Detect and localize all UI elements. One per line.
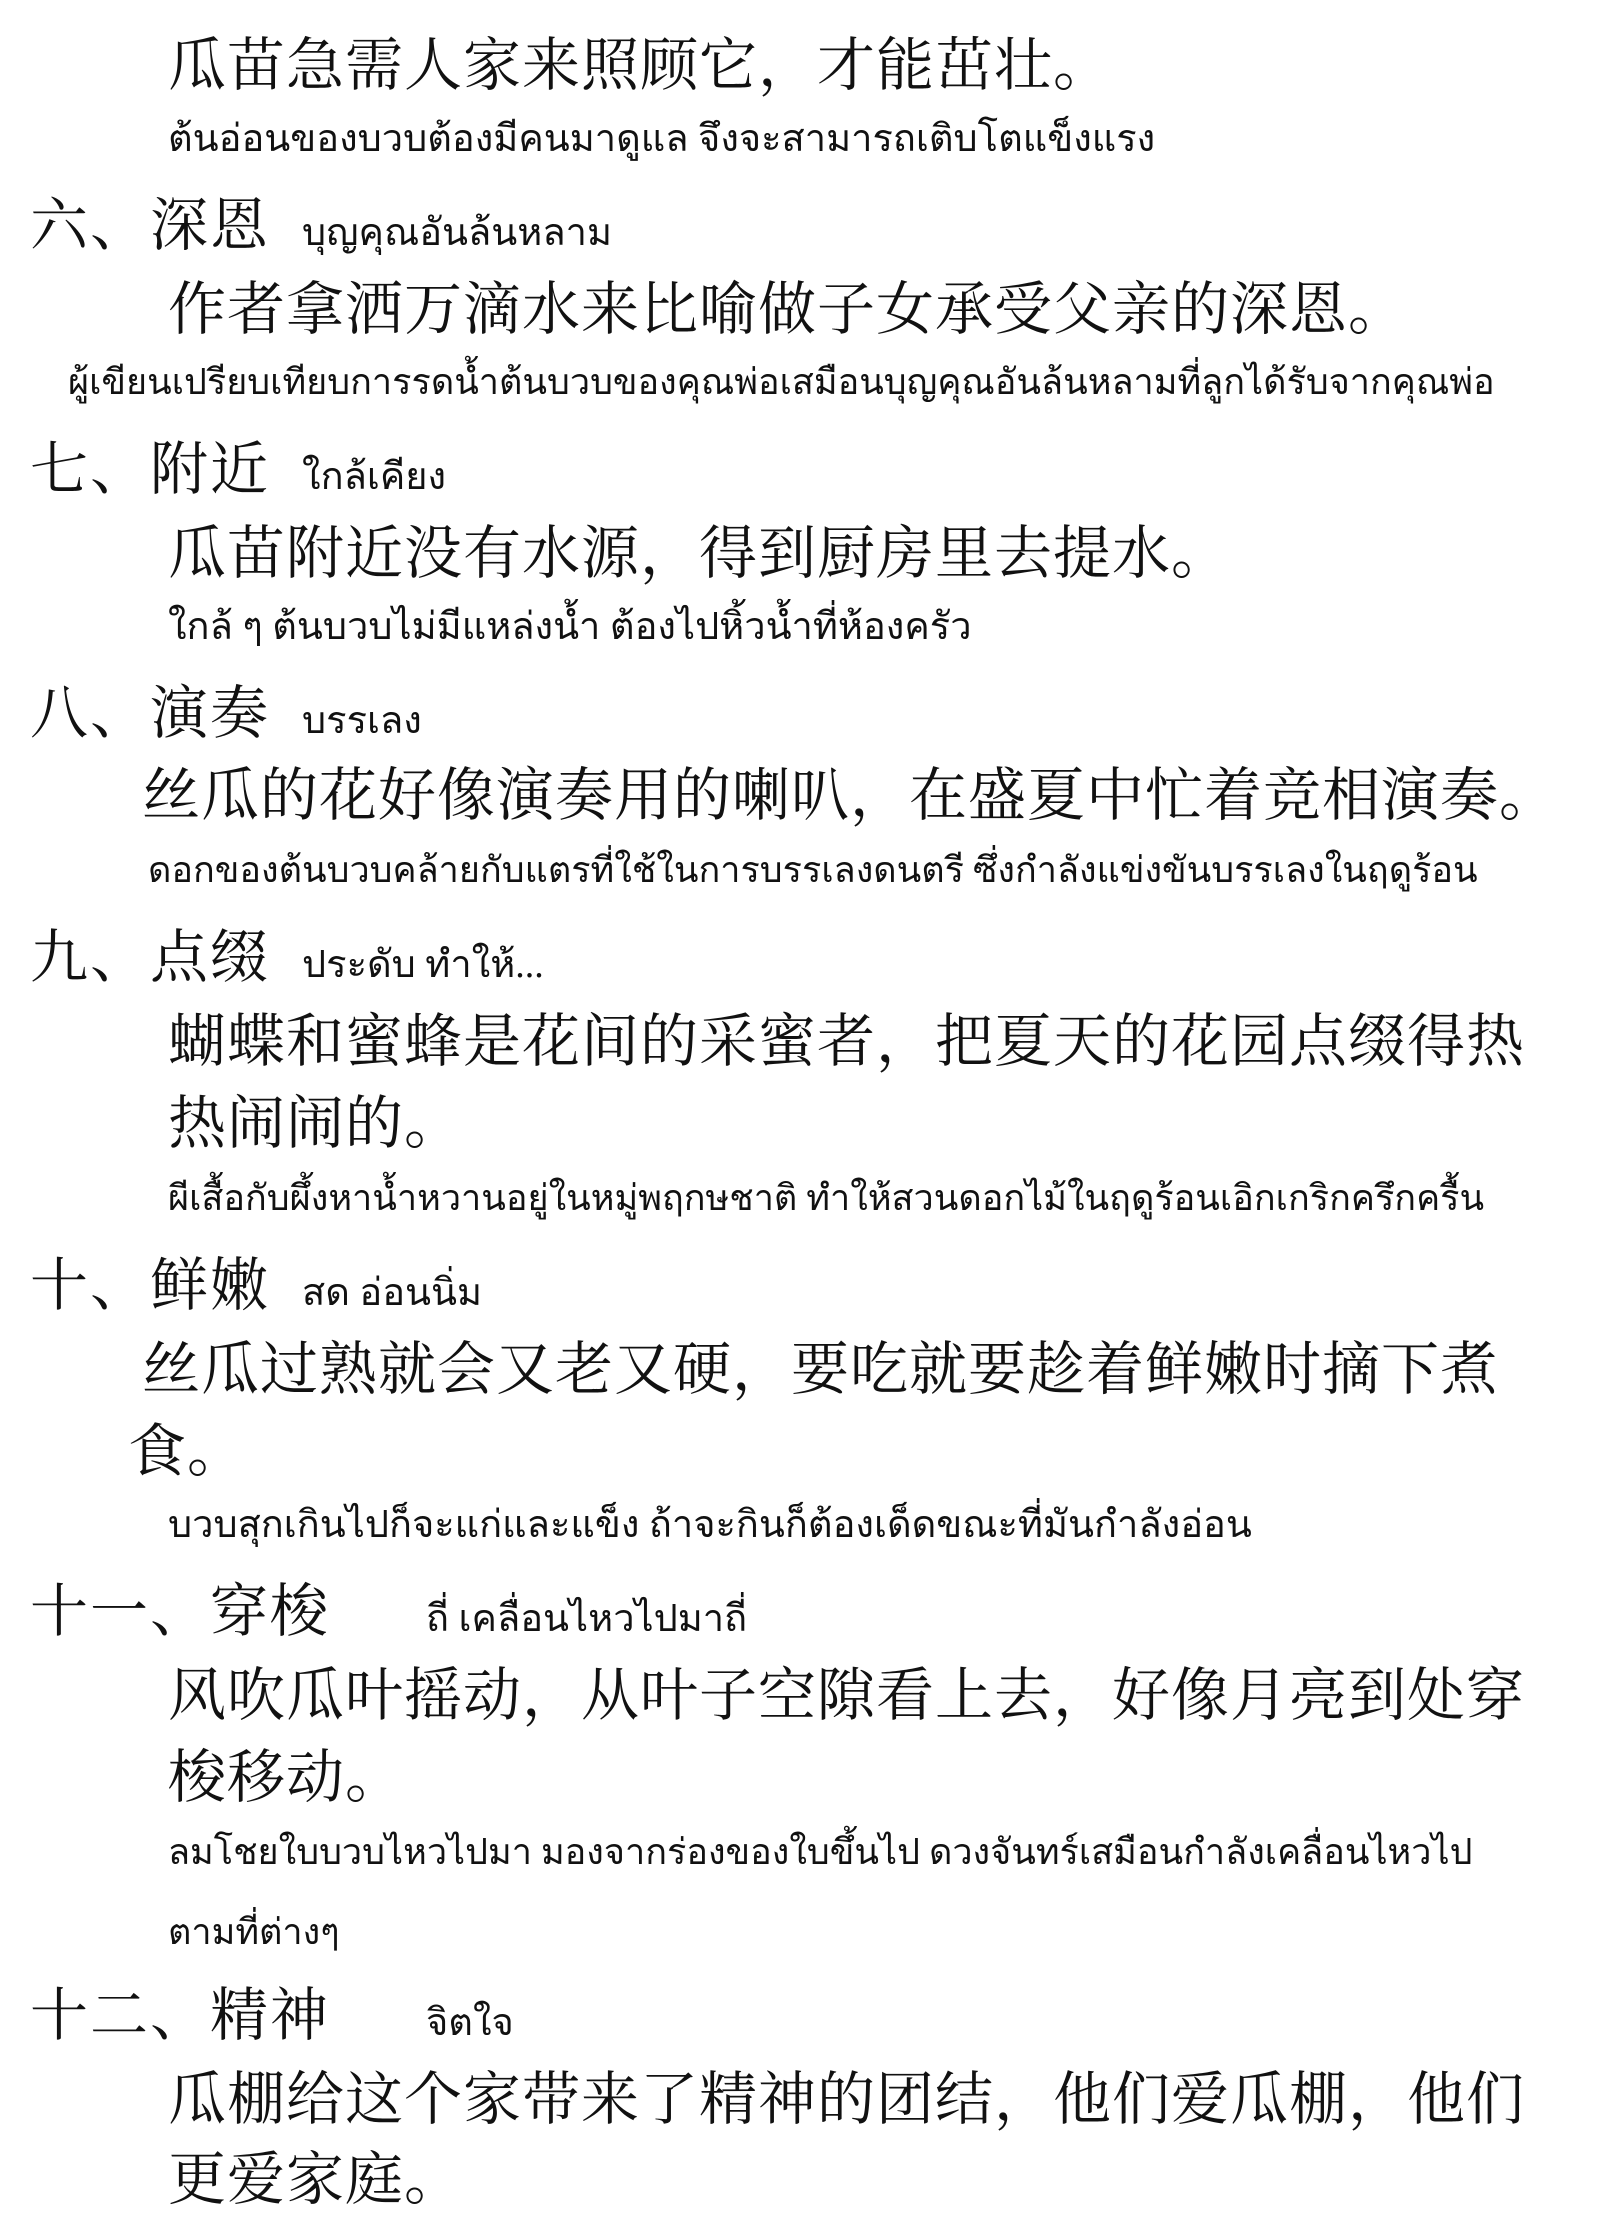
vocab-word: 穿梭 bbox=[210, 1577, 331, 1645]
example-th: ดอกของต้นบวบคล้ายกับแตรที่ใช้ในการบรรเลงดนตรี ซึ่งกำลังแข่งขันบรรเลงในฤดูร้อน bbox=[148, 850, 1478, 890]
example-zh: 瓜苗附近没有水源，得到厨房里去提水。 bbox=[168, 519, 1231, 587]
vocab-number: 八、 bbox=[30, 679, 151, 747]
top-example-th: ต้นอ่อนของบวบต้องมีคนมาดูแล จึงจะสามารถเติบโตแข็งแรง bbox=[168, 118, 1156, 160]
vocab-meaning: ใกล้เคียง bbox=[302, 456, 447, 498]
vocab-heading bbox=[30, 1251, 483, 1319]
example-th: ตามที่ต่างๆ bbox=[168, 1912, 340, 1952]
vocab-word: 鲜嫩 bbox=[150, 1251, 271, 1319]
example-zh: 风吹瓜叶摇动，从叶子空隙看上去，好像月亮到处穿 bbox=[168, 1661, 1526, 1729]
example-zh: 热闹闹的。 bbox=[168, 1089, 464, 1157]
vocab-heading bbox=[30, 1577, 748, 1645]
vocab-meaning: ถี่ เคลื่อนไหวไปมาถี่ bbox=[426, 1598, 748, 1640]
example-zh: 丝瓜的花好像演奏用的喇叭，在盛夏中忙着竞相演奏。 bbox=[142, 761, 1559, 829]
example-zh: 梭移动。 bbox=[168, 1743, 405, 1811]
vocab-number: 十一、 bbox=[30, 1577, 211, 1645]
example-th: ลมโชยใบบวบไหวไปมา มองจากร่องของใบขึ้นไป ดวงจันทร์เสมือนกำลังเคลื่อนไหวไป bbox=[168, 1832, 1473, 1872]
example-th: ผู้เขียนเปรียบเทียบการรดน้ำต้นบวบของคุณพ่อเสมือนบุญคุณอันล้นหลามที่ลูกได้รับจากคุณพ่อ bbox=[68, 362, 1495, 402]
vocab-word: 附近 bbox=[150, 435, 271, 503]
example-th: ใกล้ ๆ ต้นบวบไม่มีแหล่งน้ำ ต้องไปหิ้วน้ำที่ห้องครัว bbox=[168, 606, 972, 648]
vocab-meaning: จิตใจ bbox=[426, 2002, 514, 2044]
vocab-number: 七、 bbox=[30, 435, 151, 503]
vocab-heading bbox=[30, 1981, 514, 2049]
vocab-meaning: ประดับ ทำให้... bbox=[302, 944, 544, 986]
example-th: ผีเสื้อกับผึ้งหาน้ำหวานอยู่ในหมู่พฤกษชาติ ทำให้สวนดอกไม้ในฤดูร้อนเอิกเกริกครึกครื้น bbox=[168, 1178, 1485, 1218]
vocab-number: 六、 bbox=[30, 191, 151, 259]
vocab-meaning: บรรเลง bbox=[302, 700, 422, 742]
vocab-heading bbox=[30, 191, 612, 259]
example-zh: 作者拿洒万滴水来比喻做子女承受父亲的深恩。 bbox=[168, 275, 1408, 343]
example-zh: 蝴蝶和蜜蜂是花间的采蜜者，把夏天的花园点缀得热 bbox=[168, 1007, 1526, 1075]
vocab-heading bbox=[30, 679, 422, 747]
top-example-zh: 瓜苗急需人家来照顾它，才能茁壮。 bbox=[168, 31, 1113, 99]
vocab-number: 十、 bbox=[30, 1251, 151, 1319]
vocab-heading bbox=[30, 923, 544, 991]
example-zh: 丝瓜过熟就会又老又硬，要吃就要趁着鲜嫩时摘下煮 bbox=[142, 1335, 1500, 1403]
vocab-number: 九、 bbox=[30, 923, 151, 991]
example-th: บวบสุกเกินไปก็จะแก่และแข็ง ถ้าจะกินก็ต้องเด็ดขณะที่มันกำลังอ่อน bbox=[168, 1504, 1252, 1546]
vocab-word: 演奏 bbox=[150, 679, 271, 747]
example-zh: 更爱家庭。 bbox=[168, 2145, 464, 2213]
vocab-word: 精神 bbox=[210, 1981, 331, 2049]
example-zh: 瓜棚给这个家带来了精神的团结，他们爱瓜棚，他们 bbox=[168, 2065, 1526, 2133]
vocab-heading bbox=[30, 435, 447, 503]
vocab-word: 点缀 bbox=[150, 923, 271, 991]
vocab-meaning: บุญคุณอันล้นหลาม bbox=[302, 212, 612, 254]
vocab-number: 十二、 bbox=[30, 1981, 211, 2049]
vocab-meaning: สด อ่อนนิ่ม bbox=[302, 1272, 483, 1314]
example-zh: 食。 bbox=[128, 1417, 247, 1485]
vocab-word: 深恩 bbox=[150, 191, 271, 259]
